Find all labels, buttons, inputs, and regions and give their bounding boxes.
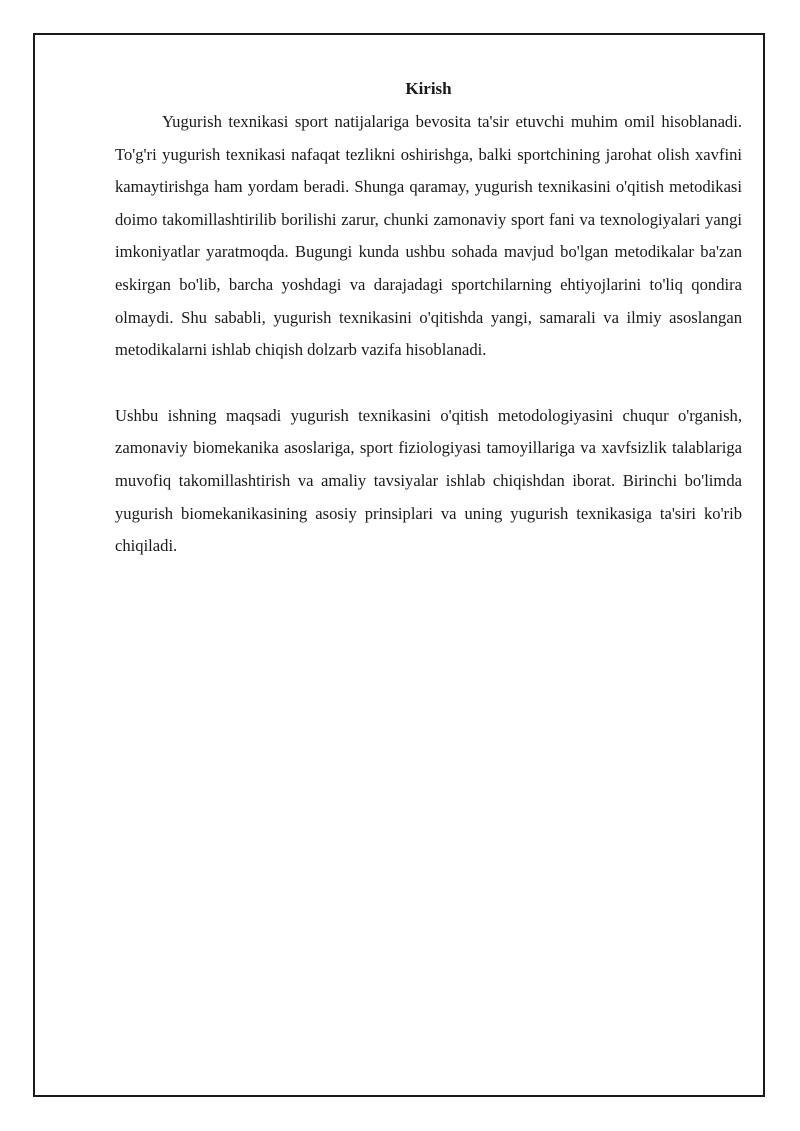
section-title: Kirish <box>405 79 452 98</box>
document-body <box>115 76 742 563</box>
paragraph-goal: Ushbu ishning maqsadi yugurish texnikasini o'qitish metodologiyasini chuqur o'rganish, zamonaviy biomekanika asoslariga, sport fiziologiyasi tamoyillariga va xavfsizlik talablariga muvofiq takomillashtirish va amaliy tavsiyalar ishlab chiqishdan iborat. Birinchi bo'limda yugurish biomekanikasining asosiy prinsiplari va uning yugurish texnikasiga ta'siri ko'rib chiqiladi. <box>115 405 742 556</box>
paragraph-gap <box>115 367 742 400</box>
paragraph-intro: Yugurish texnikasi sport natijalariga bevosita ta'sir etuvchi muhim omil hisoblanadi. To'g'ri yugurish texnikasi nafaqat tezlikni oshirishga, balki sportchining jarohat olish xavfini kamaytirishga ham yordam beradi. Shunga qaramay, yugurish texnikasini o'qitish metodikasi doimo takomillashtirilib borilishi zarur, chunki zamonaviy sport fani va texnologiyalari yangi imkoniyatlar yaratmoqda. Bugungi kunda ushbu sohada mavjud bo'lgan metodikalar ba'zan eskirgan bo'lib, barcha yoshdagi va darajadagi sportchilarning ehtiyojlarini to'liq qondira olmaydi. Shu sababli, yugurish texnikasini o'qitishda yangi, samarali va ilmiy asoslangan metodikalarni ishlab chiqish dolzarb vazifa hisoblanadi. <box>115 112 742 360</box>
